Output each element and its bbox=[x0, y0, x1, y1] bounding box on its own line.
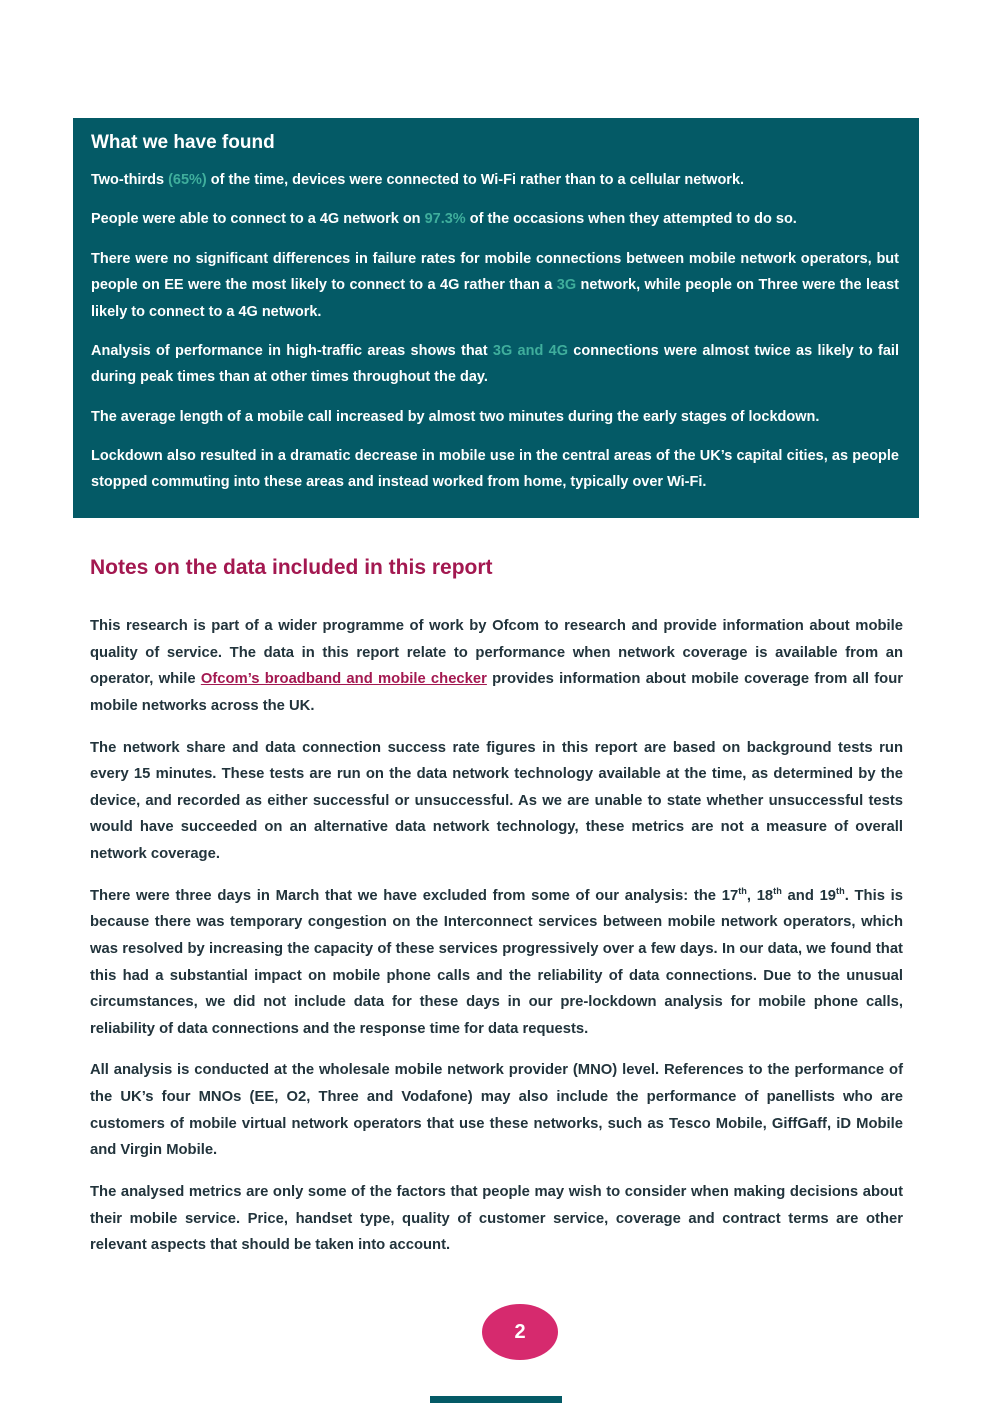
paragraph bbox=[90, 1057, 903, 1164]
text-run: All analysis is conducted at the wholesale mobile network provider (MNO) level. References to the performance of the UK’s four MNOs (EE, O2, Three and Vodafone) may also include the performance of panellists who are customers of mobile virtual network operators that use these networks, such as Tesco Mobile, GiffGaff, iD Mobile and Virgin Mobile. bbox=[90, 1062, 903, 1159]
text-run: There were three days in March that we have excluded from some of our analysis: the 17 bbox=[90, 887, 739, 904]
page-number: 2 bbox=[514, 1320, 526, 1343]
text-run: and 19 bbox=[781, 887, 837, 904]
paragraph bbox=[91, 443, 899, 496]
paragraph bbox=[90, 735, 903, 868]
text-run: This research is part of a wider programme of work by Ofcom to research and provide information about mobile quality of service. The data in this report relate to performance when network coverage is available from an operator, while bbox=[90, 618, 903, 688]
text-run: Lockdown also resulted in a dramatic decrease in mobile use in the central areas of the UK’s capital cities, as people stopped commuting into these areas and instead worked from home, typically over Wi-Fi. bbox=[91, 448, 899, 491]
text-run: of the occasions when they attempted to do so. bbox=[465, 211, 797, 228]
paragraph bbox=[91, 338, 899, 391]
text-run: . This is because there was temporary congestion on the Interconnect services between mobile network operators, which was resolved by increasing the capacity of these services progressively over a few days. In our data, we found that this had a substantial impact on mobile phone calls and the reliability of data connections. Due to the unusual circumstances, we did not include data for these days in our pre-lockdown analysis for mobile phone calls, reliability of data connections and the response time for data requests. bbox=[90, 887, 903, 1037]
paragraph bbox=[91, 206, 899, 232]
text-run: The analysed metrics are only some of the factors that people may wish to consider when making decisions about their mobile service. Price, handset type, quality of customer service, coverage and contract terms are other relevant aspects that should be taken into account. bbox=[90, 1183, 903, 1254]
paragraph bbox=[90, 1179, 903, 1259]
superscript-ordinal: th bbox=[836, 885, 845, 896]
paragraph bbox=[91, 167, 899, 193]
text-run: There were no significant differences in failure rates for mobile connections between mobile network operators, but people on EE were the most likely to connect to a 4G rather than a bbox=[91, 250, 899, 294]
notes-heading: Notes on the data included in this report bbox=[90, 556, 493, 579]
text-run: network, while people on Three were the least likely to connect to a 4G network. bbox=[91, 277, 900, 320]
highlighted-stat: (65%) bbox=[168, 172, 207, 188]
highlighted-stat: 97.3% bbox=[424, 211, 466, 228]
superscript-ordinal: th bbox=[738, 885, 747, 896]
paragraph bbox=[90, 883, 903, 1043]
footer-decoration bbox=[430, 1396, 562, 1403]
notes-body bbox=[90, 598, 903, 1259]
text-run: , 18 bbox=[746, 887, 774, 904]
highlighted-stat: 3G and 4G bbox=[492, 342, 568, 359]
highlighted-stat: 3G bbox=[556, 277, 577, 294]
ofcom-checker-link[interactable]: Ofcom’s broadband and mobile checker bbox=[200, 671, 487, 688]
paragraph bbox=[91, 246, 899, 325]
text-run: People were able to connect to a 4G network on bbox=[91, 211, 425, 228]
found-box-paragraphs bbox=[91, 167, 899, 496]
text-run: Two-thirds bbox=[91, 172, 169, 188]
paragraph bbox=[91, 404, 899, 430]
text-run: The average length of a mobile call increased by almost two minutes during the early stages of lockdown. bbox=[91, 408, 820, 425]
superscript-ordinal: th bbox=[773, 885, 782, 896]
what-we-have-found-box bbox=[73, 118, 919, 518]
text-run: of the time, devices were connected to Wi-Fi rather than to a cellular network. bbox=[206, 172, 745, 188]
text-run: connections were almost twice as likely to fail during peak times than at other times throughout the day. bbox=[91, 342, 899, 386]
text-run: The network share and data connection success rate figures in this report are based on background tests run every 15 minutes. These tests are run on the data network technology available at the time, as determined by the device, and recorded as either successful or unsuccessful. As we are unable to state whether unsuccessful tests would have succeeded on an alternative data network technology, these metrics are not a measure of overall network coverage. bbox=[90, 739, 903, 862]
paragraph bbox=[90, 613, 903, 720]
text-run: Analysis of performance in high-traffic areas shows that bbox=[91, 342, 493, 359]
text-run: provides information about mobile coverage from all four mobile networks across the UK. bbox=[90, 671, 903, 714]
found-box-title: What we have found bbox=[91, 132, 275, 153]
page-number-badge bbox=[482, 1304, 558, 1360]
